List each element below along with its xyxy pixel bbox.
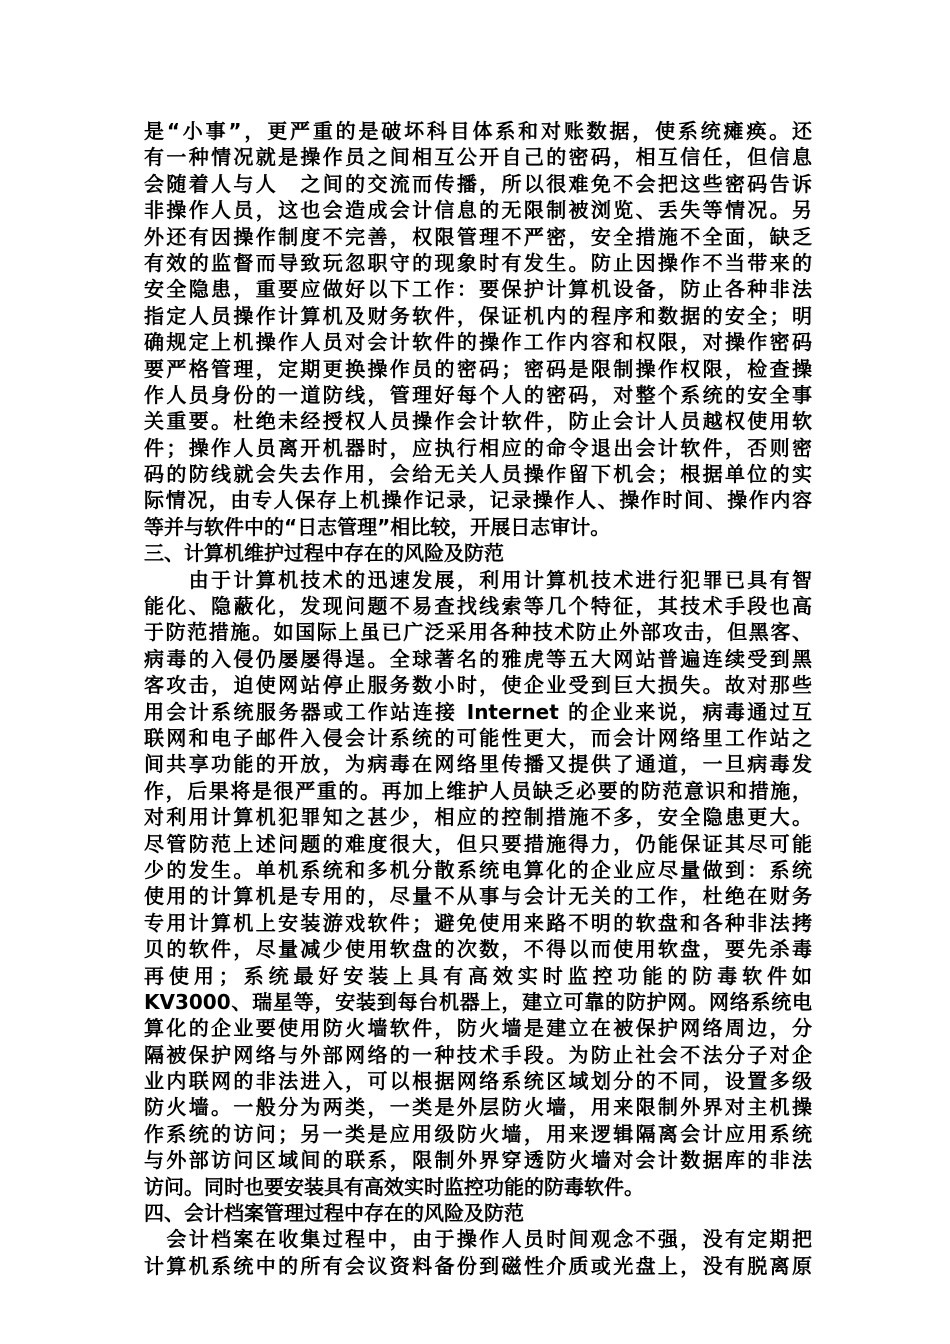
text-line: 有一种情况就是操作员之间相互公开自己的密码，相互信任，但信息 bbox=[144, 145, 812, 170]
text-line: 贝的软件，尽量减少使用软盘的次数，不得以而使用软盘，要先杀毒 bbox=[144, 937, 812, 962]
text-line: 联网和电子邮件入侵会计系统的可能性更大，而会计网络里工作站之 bbox=[144, 725, 812, 750]
text-line: 隔被保护网络与外部网络的一种技术手段。为防止社会不法分子对企 bbox=[144, 1042, 812, 1067]
text-line: 用会计系统服务器或工作站连接 Internet 的企业来说，病毒通过互 bbox=[144, 699, 812, 724]
text-line: 算化的企业要使用防火墙软件，防火墙是建立在被保护网络周边，分 bbox=[144, 1016, 812, 1041]
text-line: 作系统的访问；另一类是应用级防火墙，用来逻辑隔离会计应用系统 bbox=[144, 1121, 812, 1146]
text-line: 能化、隐蔽化，发现问题不易查找线索等几个特征，其技术手段也高 bbox=[144, 594, 812, 619]
text-line: 间共享功能的开放，为病毒在网络里传播又提供了通道，一旦病毒发 bbox=[144, 752, 812, 777]
text-line: 使用的计算机是专用的，尽量不从事与会计无关的工作，杜绝在财务 bbox=[144, 884, 812, 909]
text-line: 由于计算机技术的迅速发展，利用计算机技术进行犯罪已具有智 bbox=[144, 567, 812, 592]
text-line: 码的防线就会失去作用，会给无关人员操作留下机会；根据单位的实 bbox=[144, 462, 812, 487]
text-line: 尽管防范上述问题的难度很大，但只要措施得力，仍能保证其尽可能 bbox=[144, 831, 812, 856]
text-line: 会计档案在收集过程中，由于操作人员时间观念不强，没有定期把 bbox=[144, 1227, 812, 1252]
text-line: 病毒的入侵仍屡屡得逞。全球著名的雅虎等五大网站普遍连续受到黑 bbox=[144, 646, 812, 671]
text-line: 确规定上机操作人员对会计软件的操作工作内容和权限，对操作密码 bbox=[144, 330, 812, 355]
text-line: 作人员身份的一道防线，管理好每个人的密码，对整个系统的安全事 bbox=[144, 382, 812, 407]
text-line: 三、计算机维护过程中存在的风险及防范 bbox=[144, 541, 504, 566]
text-line: 非操作人员，这也会造成会计信息的无限制被浏览、丢失等情况。另 bbox=[144, 198, 812, 223]
text-line: 会随着人与人 之间的交流而传播，所以很难免不会把这些密码告诉 bbox=[144, 171, 812, 196]
text-line: 指定人员操作计算机及财务软件，保证机内的程序和数据的安全；明 bbox=[144, 303, 812, 328]
text-line: 要严格管理，定期更换操作员的密码；密码是限制操作权限，检查操 bbox=[144, 356, 812, 381]
text-line: 计算机系统中的所有会议资料备份到磁性介质或光盘上，没有脱离原 bbox=[144, 1253, 812, 1278]
text-line: 再使用；系统最好安装上具有高效实时监控功能的防毒软件如 bbox=[144, 963, 812, 988]
text-line: 件；操作人员离开机器时，应执行相应的命令退出会计软件，否则密 bbox=[144, 435, 812, 460]
text-line: 与外部访问区域间的联系，限制外界穿透防火墙对会计数据库的非法 bbox=[144, 1148, 812, 1173]
text-line: 四、会计档案管理过程中存在的风险及防范 bbox=[144, 1201, 524, 1226]
text-line: KV3000、瑞星等，安装到每台机器上，建立可靠的防护网。网络系统电 bbox=[144, 989, 812, 1014]
text-line: 关重要。杜绝未经授权人员操作会计软件，防止会计人员越权使用软 bbox=[144, 409, 812, 434]
text-line: 作，后果将是很严重的。再加上维护人员缺乏必要的防范意识和措施， bbox=[144, 778, 812, 803]
text-line: 业内联网的非法进入，可以根据网络系统区域划分的不同，设置多级 bbox=[144, 1069, 812, 1094]
document-body bbox=[144, 118, 812, 1279]
text-line: 客攻击，迫使网站停止服务数小时，使企业受到巨大损失。故对那些 bbox=[144, 673, 812, 698]
text-line: 访问。同时也要安装具有高效实时监控功能的防毒软件。 bbox=[144, 1174, 644, 1199]
text-line: 安全隐患，重要应做好以下工作：要保护计算机设备，防止各种非法 bbox=[144, 277, 812, 302]
text-line: 专用计算机上安装游戏软件；避免使用来路不明的软盘和各种非法拷 bbox=[144, 910, 812, 935]
text-line: 少的发生。单机系统和多机分散系统电算化的企业应尽量做到：系统 bbox=[144, 857, 812, 882]
text-line: 外还有因操作制度不完善，权限管理不严密，安全措施不全面，缺乏 bbox=[144, 224, 812, 249]
text-line: 际情况，由专人保存上机操作记录，记录操作人、操作时间、操作内容 bbox=[144, 488, 812, 513]
text-line: 防火墙。一般分为两类，一类是外层防火墙，用来限制外界对主机操 bbox=[144, 1095, 812, 1120]
text-line: 有效的监督而导致玩忽职守的现象时有发生。防止因操作不当带来的 bbox=[144, 250, 812, 275]
text-line: 对利用计算机犯罪知之甚少，相应的控制措施不多，安全隐患更大。 bbox=[144, 805, 812, 830]
text-line: 是“小事”，更严重的是破坏科目体系和对账数据，使系统瘫痪。还 bbox=[144, 119, 812, 143]
text-line: 等并与软件中的“日志管理”相比较，开展日志审计。 bbox=[144, 514, 611, 539]
text-line: 于防范措施。如国际上虽已广泛采用各种技术防止外部攻击，但黑客、 bbox=[144, 620, 812, 645]
